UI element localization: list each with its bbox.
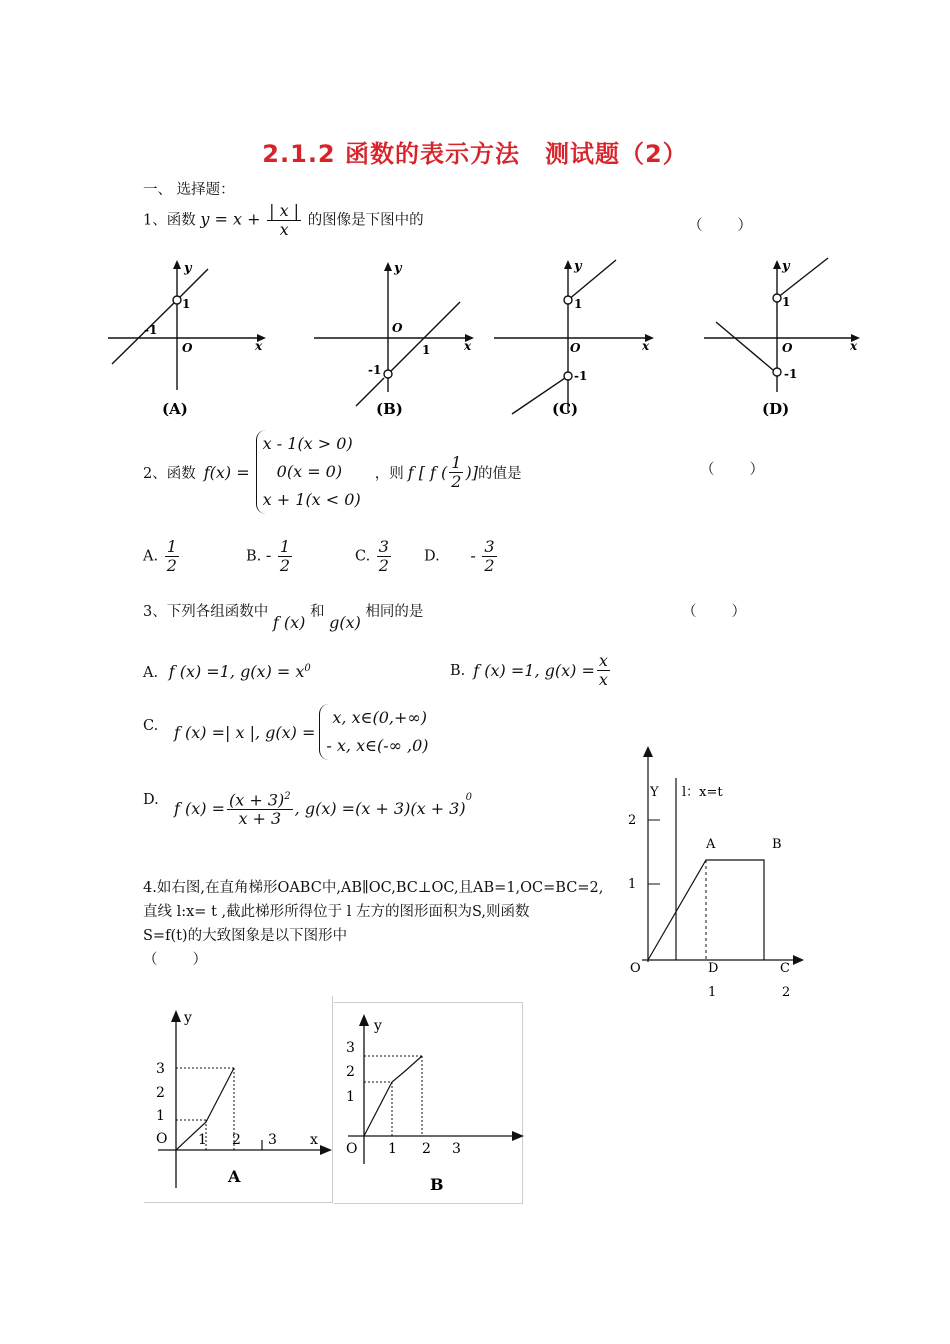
trap-D: D [708,961,719,976]
q1-graph-a [108,260,266,418]
q2-b-sign: - [265,545,272,565]
q3-option-b [450,652,612,689]
trap-B: B [772,837,782,852]
q2-b-frac [278,538,292,575]
q1d-origin: O [782,341,793,355]
q3-c-case-2: - x, x∈(-∞ ,0) [326,736,429,755]
q2-b-num: 1 [279,537,291,556]
q4a-x3: 3 [268,1132,277,1148]
q3-d-post: , g(x) =(x + 3)(x + 3) [294,798,466,818]
q4b-x2: 2 [422,1141,431,1157]
trap-x1: 1 [708,985,717,1000]
q2-option-c [355,538,393,575]
q3-a-label: A. [143,665,159,681]
q2-case-3: x + 1(x < 0) [262,490,361,509]
q1-graph-c [494,259,654,418]
q2-d-frac [482,538,496,575]
q4a-y2: 2 [156,1085,165,1101]
question-2 [143,430,521,514]
q3-a-sup: 0 [304,663,311,675]
q1c-x: x [642,339,650,353]
q2-lhs: f(x) = [203,462,250,482]
q3-text2: 相同的是 [365,604,424,620]
q2-expr-frac [449,454,463,491]
q2-a-den: 2 [166,556,177,575]
q3-d-frac [227,788,293,828]
q2-a-label: A. [143,548,159,565]
q1b-one: 1 [422,343,431,357]
section-heading: 一、 选择题： [143,182,235,198]
q3-g: g(x) [329,613,361,632]
q4a-label: A [228,1167,241,1186]
q1d-one: 1 [782,295,791,309]
q3-and: 和 [309,604,325,620]
q1-lhs: y = x + [200,209,261,229]
q1-frac-den: x [279,220,289,239]
q4a-x: x [310,1132,318,1148]
q2-b-den: 2 [279,556,291,575]
q1-answer-paren: （ ） [688,218,754,234]
q1b-x: x [464,339,472,353]
q3-c-case-1: x, x∈(0,+∞) [332,708,427,727]
q2-d-den: 2 [484,556,495,575]
q1-number: 1、函数 [143,212,196,229]
q3-d-den: x + 3 [238,809,282,829]
q3-d-label: D. [143,792,159,808]
q2-option-d [424,538,499,575]
q2-a-frac [165,538,179,575]
q3-b-frac [597,652,610,689]
q2-c-num: 3 [378,537,389,556]
q2-case-1: x - 1(x > 0) [262,434,353,453]
q1b-label: (B) [376,400,403,418]
q3-answer-paren: （ ） [682,604,748,620]
q2-case-2: 0(x = 0) [276,462,343,481]
q3-text1: 3、下列各组函数中 [143,604,269,620]
q1b-origin: O [392,321,403,335]
q3-d-num-wrap [227,788,293,810]
q1d-label: (D) [762,400,790,418]
q3-d-num: (x + 3) [229,790,285,810]
trap-x2: 2 [782,985,791,1000]
trap-A: A [706,837,716,852]
q4-answer-paren: （ ） [143,952,209,968]
question-1 [143,202,424,239]
q2-expr-den: 2 [451,471,462,491]
q4b-x3: 3 [452,1141,461,1157]
q3-option-c [174,704,429,760]
q4a-y3: 3 [156,1061,165,1077]
q3-d-post-sup: 0 [465,792,472,803]
trapezoid-figure [618,742,818,1004]
q1b-y: y [394,261,402,276]
q1d-minus-one: -1 [784,367,798,381]
q3-a-expr: f (x) =1, g(x) = x [168,662,305,681]
q1a-one: 1 [182,297,191,311]
q4a-x2: 2 [232,1132,241,1148]
q1-fraction [267,202,301,239]
q3-d-num-sup: 2 [284,791,291,802]
q2-option-b [246,538,294,575]
q1c-origin: O [570,341,581,355]
trap-y2: 2 [628,813,637,828]
q2-answer-paren: （ ） [700,462,766,478]
q1c-label: (C) [552,400,579,418]
q3-c-cases [319,704,428,760]
q4-line-3: S=f(t)的大致图象是以下图形中 [143,928,348,944]
q4-line-2: 直线 l:x= t ,截此梯形所得位于 l 左方的图形面积为S,则函数 [143,904,530,920]
q4-line-1: 4.如右图,在直角梯形OABC中,AB∥OC,BC⊥OC,且AB=1,OC=BC=2, [143,880,604,896]
q3-c-expr: f (x) =| x |, g(x) = [174,722,316,742]
q4a-y: y [184,1010,192,1026]
q2-c-den: 2 [378,556,389,575]
q4b-y1: 1 [346,1089,355,1105]
trap-y1: 1 [628,877,637,892]
q1a-x: x [255,339,263,353]
q1d-y: y [782,259,790,274]
q4b-y: y [374,1018,382,1034]
q3-c-label: C. [143,718,159,734]
trap-l: l：x=t [682,785,723,800]
q1c-y: y [574,259,582,274]
q2-option-a [143,538,181,575]
q1a-y: y [184,261,192,276]
q1a-label: (A) [162,400,188,418]
trap-Y: Y [650,785,659,800]
q1c-one: 1 [574,297,583,311]
q4-graph-b [334,1002,524,1202]
q3-option-d [174,788,472,828]
q2-number: 2、函数 [143,465,196,482]
q3-d-pre: f (x) = [174,798,226,818]
q2-b-label: B. [246,548,262,565]
q3-b-expr: f (x) =1, g(x) = [473,661,595,680]
q1-graph-b [314,261,474,418]
q4b-label: B [430,1175,444,1194]
q1a-origin: O [182,341,193,355]
q4a-y1: 1 [156,1108,165,1124]
page-title: 2.1.2 函数的表示方法 测试题（2） [262,140,688,168]
q3-f: f (x) [272,613,306,632]
q1c-minus-one: -1 [574,369,588,383]
q4b-y3: 3 [346,1040,355,1056]
q3-b-label: B. [450,662,466,679]
q2-expr-post: )] [465,462,478,482]
q2-expr-num: 1 [451,452,462,472]
q2-c-label: C. [355,548,371,565]
q2-a-num: 1 [166,537,177,556]
q1-graphs [100,252,880,422]
q2-d-label: D. [424,548,440,565]
trap-C: C [780,961,790,976]
q4-graph-a [144,996,334,1202]
q4a-O: O [156,1131,168,1147]
q1-graph-d [704,258,860,418]
q1d-x: x [850,339,858,353]
q4a-x1: 1 [198,1132,207,1148]
q2-d-num: 3 [484,537,495,556]
q2-c-frac [377,538,391,575]
q2-mid: ，则 [374,465,404,482]
q4b-y2: 2 [346,1064,355,1080]
question-3 [143,600,424,632]
q4b-O: O [346,1141,358,1157]
trap-O: O [630,961,641,976]
q2-suffix: 的值是 [477,465,522,482]
q2-d-sign: - [470,545,476,565]
q1-suffix: 的图像是下图中的 [307,212,424,229]
q3-b-num: x [598,651,608,670]
q4b-x1: 1 [388,1141,397,1157]
q1a-minus-one: -1 [144,323,158,337]
q2-cases [256,430,361,514]
q3-b-den: x [598,670,608,689]
q1b-minus-one: -1 [368,363,382,377]
q1-frac-num: | x | [269,201,300,220]
q2-expr-pre: f [ f ( [407,462,448,482]
q3-option-a [143,662,311,681]
